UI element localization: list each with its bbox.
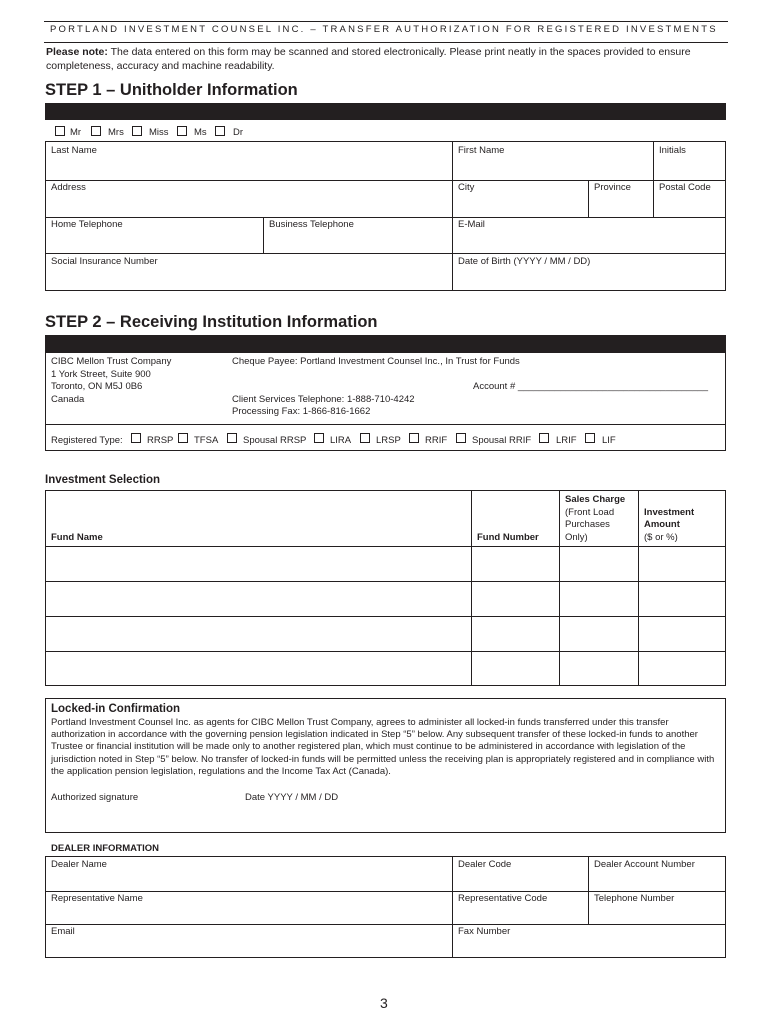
investment-selection-title: Investment Selection — [45, 474, 161, 486]
business-telephone-field[interactable]: Business Telephone — [269, 219, 354, 230]
salutation-dr-label: Dr — [233, 127, 244, 138]
sales-charge-input[interactable] — [560, 652, 638, 685]
dealer-email-field[interactable]: Email — [51, 926, 75, 937]
registered-type-row — [51, 433, 721, 447]
representative-name-field[interactable]: Representative Name — [51, 893, 143, 904]
processing-fax: Processing Fax: 1-866-816-1662 — [232, 406, 371, 417]
salutation-dr-checkbox[interactable] — [215, 126, 225, 136]
note-text: The data entered on this form may be scanned and stored electronically. Please print neatly in the spaces provided to ensure completeness, accuracy and machine readability. — [46, 46, 691, 72]
col-fund-number: Fund Number — [477, 532, 539, 543]
dob-field[interactable]: Date of Birth (YYYY / MM / DD) — [458, 256, 591, 267]
tfsa-label: TFSA — [194, 435, 219, 446]
fund-number-input[interactable] — [472, 547, 559, 581]
grid-divider — [45, 180, 726, 181]
lrsp-label: LRSP — [376, 435, 401, 446]
cheque-payee: Cheque Payee: Portland Investment Counsel Inc., In Trust for Funds — [232, 356, 520, 367]
dealer-account-field[interactable]: Dealer Account Number — [594, 859, 695, 870]
spousal-rrsp-checkbox[interactable] — [227, 433, 237, 443]
grid-divider — [45, 424, 726, 425]
fund-name-input[interactable] — [46, 617, 471, 651]
lif-label: LIF — [602, 435, 616, 446]
sales-charge-input[interactable] — [560, 547, 638, 581]
city-field[interactable]: City — [458, 182, 475, 193]
institution-country: Canada — [51, 393, 85, 405]
home-telephone-field[interactable]: Home Telephone — [51, 219, 123, 230]
address-field[interactable]: Address — [51, 182, 86, 193]
lif-checkbox[interactable] — [585, 433, 595, 443]
salutation-mrs-label: Mrs — [108, 127, 124, 138]
step2-title: STEP 2 – Receiving Institution Information — [45, 313, 378, 331]
col-investment-amount: Amount — [644, 519, 680, 530]
col-sales-charge-title: Sales Charge — [565, 494, 626, 505]
col-investment-amount: Investment — [644, 506, 695, 518]
rrsp-checkbox[interactable] — [131, 433, 141, 443]
representative-code-field[interactable]: Representative Code — [458, 893, 548, 904]
col-sales-charge-line: Purchases — [565, 519, 610, 530]
col-fund-name: Fund Name — [51, 532, 103, 543]
dealer-info-title: DEALER INFORMATION — [51, 843, 160, 854]
note-label: Please note: — [46, 46, 108, 58]
lira-checkbox[interactable] — [314, 433, 324, 443]
sin-field[interactable]: Social Insurance Number — [51, 256, 158, 267]
grid-divider — [452, 141, 453, 291]
investment-amount-input[interactable] — [639, 617, 725, 651]
initials-field[interactable]: Initials — [659, 145, 686, 156]
fund-name-input[interactable] — [46, 582, 471, 616]
spousal-rrif-checkbox[interactable] — [456, 433, 466, 443]
province-field[interactable]: Province — [594, 182, 631, 193]
investment-amount-input[interactable] — [639, 582, 725, 616]
investment-amount-input[interactable] — [639, 547, 725, 581]
fax-number-field[interactable]: Fax Number — [458, 926, 511, 937]
grid-divider — [45, 217, 726, 218]
tfsa-checkbox[interactable] — [178, 433, 188, 443]
salutation-mrs-checkbox[interactable] — [91, 126, 101, 136]
client-services-phone: Client Services Telephone: 1-888-710-4242 — [232, 393, 415, 405]
sales-charge-input[interactable] — [560, 617, 638, 651]
fund-number-input[interactable] — [472, 582, 559, 616]
grid-divider — [45, 253, 726, 254]
spousal-rrif-label: Spousal RRIF — [472, 435, 532, 446]
spousal-rrsp-label: Spousal RRSP — [243, 435, 307, 446]
please-note — [46, 45, 726, 73]
unitholder-grid — [45, 141, 726, 291]
salutation-mr-label: Mr — [70, 127, 82, 138]
fund-number-input[interactable] — [472, 652, 559, 685]
lrif-label: LRIF — [556, 435, 577, 446]
institution-city: Toronto, ON M5J 0B6 — [51, 381, 143, 392]
dealer-name-field[interactable]: Dealer Name — [51, 859, 107, 870]
grid-divider — [588, 856, 589, 924]
salutation-mr-checkbox[interactable] — [55, 126, 65, 136]
institution-street: 1 York Street, Suite 900 — [51, 368, 151, 380]
fund-number-input[interactable] — [472, 617, 559, 651]
rrif-checkbox[interactable] — [409, 433, 419, 443]
lira-label: LIRA — [330, 435, 352, 446]
step1-title: STEP 1 – Unitholder Information — [45, 81, 298, 99]
fund-name-input[interactable] — [46, 652, 471, 685]
investment-amount-input[interactable] — [639, 652, 725, 685]
salutation-miss-label: Miss — [149, 127, 169, 138]
salutation-ms-label: Ms — [194, 127, 207, 138]
grid-divider — [45, 891, 726, 892]
email-field[interactable]: E-Mail — [458, 219, 485, 230]
signature-date-field[interactable]: Date YYYY / MM / DD — [245, 792, 339, 803]
grid-divider — [45, 924, 726, 925]
authorized-signature-field[interactable]: Authorized signature — [51, 792, 139, 803]
lrsp-checkbox[interactable] — [360, 433, 370, 443]
account-number-field[interactable]: Account # ____________________________________ — [473, 381, 709, 392]
telephone-number-field[interactable]: Telephone Number — [594, 893, 675, 904]
grid-divider — [588, 180, 589, 217]
col-sales-charge-line: Only) — [565, 531, 588, 543]
grid-divider — [653, 141, 654, 217]
rrsp-label: RRSP — [147, 435, 174, 446]
salutation-miss-checkbox[interactable] — [132, 126, 142, 136]
step2-bar — [45, 335, 726, 352]
grid-divider — [452, 856, 453, 958]
page-number: 3 — [380, 995, 388, 1011]
col-amount-unit: ($ or %) — [644, 531, 678, 543]
locked-in-text: Portland Investment Counsel Inc. as agents for CIBC Mellon Trust Company, agrees to administer all locked-in funds transferred under this transfer authorization in accordance with the governing pension legislation indicated in Step “5” below. Any subsequent transfer of these locked-in funds to another Trustee or financial institution will be made only to another registered plan, which must continue to be administered in accordance with legislation of the jurisdiction noted in Step “5” below. No transfer of locked-in funds will be permitted unless the receiving plan is appropriately registered and in compliance with the application pension legislation, regulations and the Income Tax Act (Canada). — [51, 717, 715, 777]
col-sales-charge-line: (Front Load — [565, 506, 615, 518]
last-name-field[interactable]: Last Name — [51, 145, 97, 156]
locked-in-title: Locked-in Confirmation — [51, 703, 181, 715]
step1-bar — [45, 103, 726, 120]
first-name-field[interactable]: First Name — [458, 145, 505, 156]
institution-name: CIBC Mellon Trust Company — [51, 356, 172, 367]
fund-name-input[interactable] — [46, 547, 471, 581]
dealer-grid — [45, 856, 726, 958]
lrif-checkbox[interactable] — [539, 433, 549, 443]
grid-divider — [263, 217, 264, 253]
registered-type-label: Registered Type: — [51, 435, 123, 446]
salutation-ms-checkbox[interactable] — [177, 126, 187, 136]
dealer-code-field[interactable]: Dealer Code — [458, 859, 512, 870]
rrif-label: RRIF — [425, 435, 448, 446]
sales-charge-input[interactable] — [560, 582, 638, 616]
postal-code-field[interactable]: Postal Code — [659, 182, 711, 193]
form-header-title: PORTLAND INVESTMENT COUNSEL INC. – TRANSFER AUTHORIZATION FOR REGISTERED INVESTMENTS — [50, 24, 718, 35]
